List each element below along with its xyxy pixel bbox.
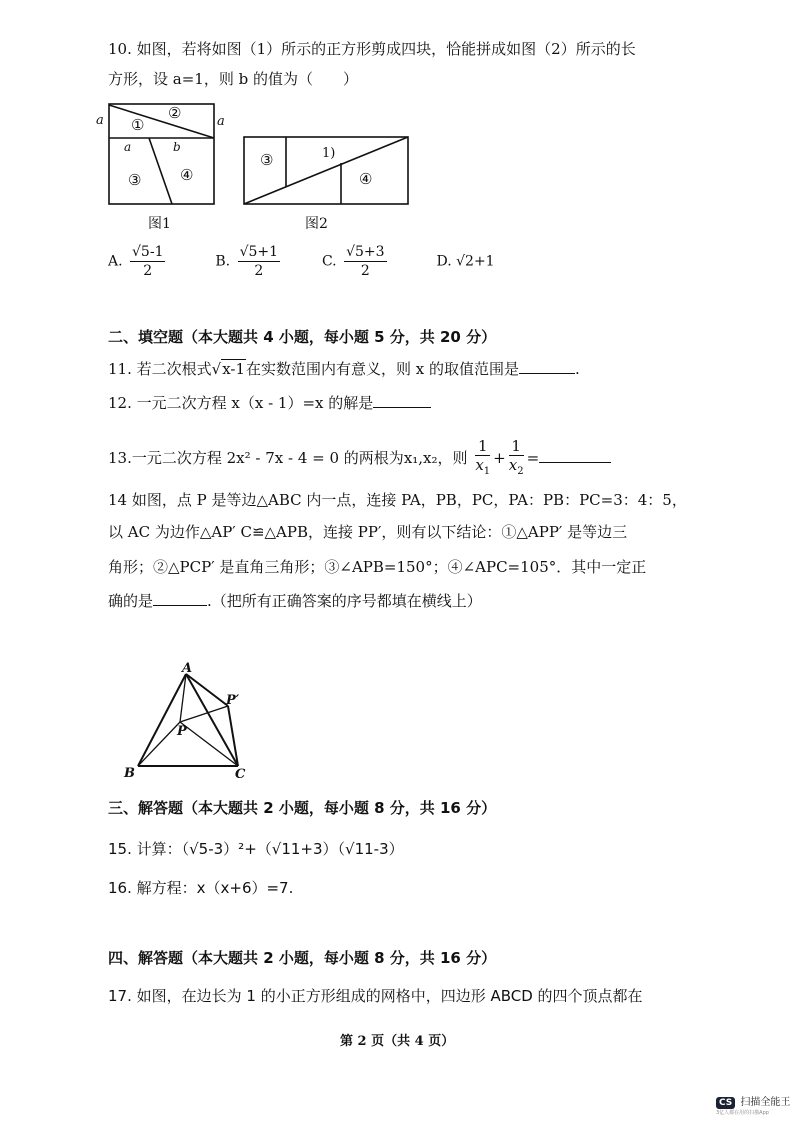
- q11-text-start: 11. 若二次根式: [108, 360, 212, 378]
- option-a-value: $\frac{√5-1}{2}$: [132, 244, 164, 279]
- q14-line-4-end: .（把所有正确答案的序号都填在横线上）: [207, 592, 482, 610]
- q14-line-4: [108, 590, 482, 612]
- q11-radical: √x-1: [211, 360, 245, 378]
- q13: 13.一元二次方程 2x² - 7x - 4 = 0 的两根为x₁,x₂，则 $\frac{1}{x_1}$ + $\frac{1}{x_2}$ =: [108, 437, 611, 481]
- vertex-b-label: B: [124, 766, 135, 781]
- scanner-tagline: 3亿人都在用的扫描App: [716, 1110, 769, 1116]
- q11-period: .: [575, 360, 580, 378]
- fig1-square: [109, 104, 214, 204]
- option-d-label: D.: [436, 253, 452, 270]
- q13-frac-2: $\frac{1}{x_2}$: [508, 437, 524, 477]
- q13-text: 13.一元二次方程 2x² - 7x - 4 = 0 的两根为: [108, 449, 404, 467]
- q10-figures: [96, 95, 420, 215]
- option-c-value: $\frac{√5+3}{2}$: [346, 244, 385, 279]
- scanner-logo-icon: CS: [716, 1097, 735, 1109]
- q14-answer-blank[interactable]: [153, 605, 207, 606]
- option-b-value: $\frac{√5+1}{2}$: [239, 244, 279, 279]
- fig1-piece-3: ③: [128, 171, 142, 189]
- fig2-piece-3: ③: [260, 151, 274, 169]
- fig1-caption: 图1: [148, 216, 171, 232]
- point-p-prime-label: P′: [226, 693, 240, 708]
- q10-options: [108, 243, 495, 280]
- segment-pc: [180, 722, 238, 766]
- page-footer: 第 2 页（共 4 页）: [340, 1034, 455, 1049]
- q13-answer-blank[interactable]: [539, 462, 611, 463]
- q13-then: ，则: [437, 449, 468, 467]
- q12: [108, 392, 431, 414]
- option-c-label: C.: [321, 253, 337, 270]
- segment-pb: [138, 722, 180, 766]
- q14-line-2: 以 AC 为边作△AP′ C≌△APB，连接 PP′，则有以下结论：①△APP′ 是等边三: [108, 523, 628, 541]
- fig1-piece-4: ④: [180, 166, 194, 184]
- q11-text-end: 在实数范围内有意义，则 x 的取值范围是: [246, 360, 519, 378]
- q10-line-2: 方形，设 a=1，则 b 的值为（ ）: [108, 70, 358, 88]
- fig1-label-a-right: a: [217, 114, 225, 129]
- option-d-value: √2+1: [456, 253, 495, 270]
- q13-frac-1: $\frac{1}{x_1}$: [475, 437, 491, 477]
- q12-text: 12. 一元二次方程 x（x - 1）=x 的解是: [108, 394, 374, 412]
- q16: 16. 解方程：x（x+6）=7.: [108, 879, 294, 897]
- q11: [108, 358, 580, 380]
- vertex-c-label: C: [235, 767, 246, 782]
- q14-line-3: 角形；②△PCP′ 是直角三角形；③∠APB=150°；④∠APC=105°．其中一定正: [108, 558, 647, 576]
- option-a-label: A.: [108, 253, 123, 270]
- section2-heading: 二、填空题（本大题共 4 小题，每小题 5 分，共 20 分）: [108, 328, 497, 346]
- fig1-label-a-left: a: [96, 113, 104, 128]
- q14-line-4-start: 确的是: [108, 592, 154, 610]
- fig1-diagonal-cut: [109, 105, 214, 138]
- fig1-label-b: b: [173, 140, 181, 154]
- fig2-piece-1: 1): [322, 146, 336, 161]
- scanner-watermark: [716, 1090, 790, 1116]
- q14-triangle-figure: [118, 660, 268, 782]
- point-p-label: P: [177, 724, 187, 739]
- vertex-a-label: A: [182, 661, 193, 676]
- section4-heading: 四、解答题（本大题共 2 小题，每小题 8 分，共 16 分）: [108, 949, 497, 967]
- q13-roots: x₁,x₂: [403, 449, 438, 467]
- fig2-piece-4: ④: [359, 170, 373, 188]
- fig2-caption: 图2: [305, 216, 328, 232]
- fig1-label-a-mid: a: [124, 140, 132, 154]
- fig1-piece-1: ①: [131, 116, 145, 134]
- side-ab: [138, 674, 186, 766]
- q15: 15. 计算：（√5-3）²+（√11+3）（√11-3）: [108, 840, 404, 858]
- segment-ap-prime: [186, 674, 228, 706]
- q11-answer-blank[interactable]: [519, 373, 575, 374]
- q10-line-1: 10. 如图，若将如图（1）所示的正方形剪成四块，恰能拼成如图（2）所示的长: [108, 40, 636, 58]
- fig1-slant-cut: [149, 138, 172, 204]
- q14-line-1: 14 如图，点 P 是等边△ABC 内一点，连接 PA，PB，PC，PA：PB：PC=3：4：5，: [108, 491, 687, 509]
- option-b-label: B.: [215, 253, 231, 270]
- section3-heading: 三、解答题（本大题共 2 小题，每小题 8 分，共 16 分）: [108, 799, 497, 817]
- segment-pp-prime: [180, 706, 228, 722]
- q12-answer-blank[interactable]: [373, 407, 431, 408]
- scanner-brand: 扫描全能王: [740, 1097, 791, 1108]
- q13-equals: =: [526, 449, 540, 467]
- q17: 17. 如图，在边长为 1 的小正方形组成的网格中，四边形 ABCD 的四个顶点都在: [108, 987, 643, 1005]
- fig1-piece-2: ②: [168, 104, 182, 122]
